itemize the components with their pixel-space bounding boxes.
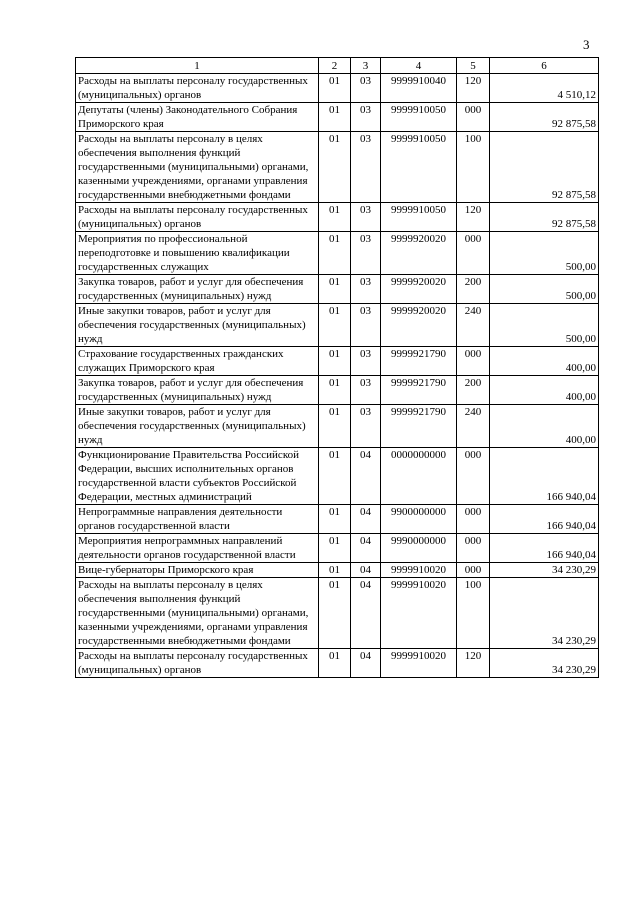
- amount-cell: 500,00: [490, 232, 599, 275]
- target-article-cell: 9999921790: [381, 347, 457, 376]
- subsection-code-cell: 04: [351, 448, 381, 505]
- subsection-code-cell: 03: [351, 376, 381, 405]
- amount-cell: 400,00: [490, 376, 599, 405]
- section-code-cell: 01: [319, 563, 351, 578]
- amount-cell: 92 875,58: [490, 132, 599, 203]
- expense-type-cell: 100: [457, 578, 490, 649]
- subsection-code-cell: 04: [351, 578, 381, 649]
- expense-type-cell: 000: [457, 448, 490, 505]
- subsection-code-cell: 03: [351, 304, 381, 347]
- item-name-cell: Функционирование Правительства Российской Федерации, высших исполнительных органов государственной власти субъектов Российской Федерации, местных администраций: [76, 448, 319, 505]
- target-article-cell: 9999920020: [381, 232, 457, 275]
- expense-type-cell: 000: [457, 563, 490, 578]
- target-article-cell: 9990000000: [381, 534, 457, 563]
- section-code-cell: 01: [319, 448, 351, 505]
- header-cell: 2: [319, 58, 351, 74]
- subsection-code-cell: 03: [351, 347, 381, 376]
- section-code-cell: 01: [319, 232, 351, 275]
- expense-type-cell: 000: [457, 534, 490, 563]
- item-name-cell: Иные закупки товаров, работ и услуг для обеспечения государственных (муниципальных) нужд: [76, 405, 319, 448]
- amount-cell: 92 875,58: [490, 103, 599, 132]
- table-row: [76, 275, 599, 304]
- subsection-code-cell: 04: [351, 563, 381, 578]
- header-cell: 4: [381, 58, 457, 74]
- target-article-cell: 9999910020: [381, 578, 457, 649]
- table-row: [76, 74, 599, 103]
- target-article-cell: 9999910050: [381, 103, 457, 132]
- amount-cell: 166 940,04: [490, 505, 599, 534]
- table-row: [76, 203, 599, 232]
- expense-type-cell: 000: [457, 232, 490, 275]
- item-name-cell: Расходы на выплаты персоналу государственных (муниципальных) органов: [76, 649, 319, 678]
- target-article-cell: 9999920020: [381, 304, 457, 347]
- header-cell: 6: [490, 58, 599, 74]
- header-cell: 3: [351, 58, 381, 74]
- table-row: [76, 534, 599, 563]
- subsection-code-cell: 03: [351, 74, 381, 103]
- section-code-cell: 01: [319, 405, 351, 448]
- target-article-cell: 9999910050: [381, 132, 457, 203]
- table-row: [76, 347, 599, 376]
- item-name-cell: Расходы на выплаты персоналу в целях обеспечения выполнения функций государственными (муниципальными) органами, казенными учреждениями, органами управления государственными внебюджетными фондами: [76, 132, 319, 203]
- target-article-cell: 0000000000: [381, 448, 457, 505]
- target-article-cell: 9999910020: [381, 649, 457, 678]
- amount-cell: 400,00: [490, 347, 599, 376]
- item-name-cell: Непрограммные направления деятельности органов государственной власти: [76, 505, 319, 534]
- table-row: [76, 649, 599, 678]
- subsection-code-cell: 03: [351, 132, 381, 203]
- table-row: [76, 304, 599, 347]
- expense-type-cell: 120: [457, 649, 490, 678]
- section-code-cell: 01: [319, 304, 351, 347]
- target-article-cell: 9999921790: [381, 376, 457, 405]
- amount-cell: 34 230,29: [490, 649, 599, 678]
- amount-cell: 34 230,29: [490, 578, 599, 649]
- item-name-cell: Страхование государственных гражданских служащих Приморского края: [76, 347, 319, 376]
- amount-cell: 400,00: [490, 405, 599, 448]
- table-header-row: [76, 58, 599, 74]
- amount-cell: 166 940,04: [490, 448, 599, 505]
- subsection-code-cell: 04: [351, 534, 381, 563]
- expense-type-cell: 000: [457, 505, 490, 534]
- expense-type-cell: 000: [457, 347, 490, 376]
- table-row: [76, 448, 599, 505]
- section-code-cell: 01: [319, 347, 351, 376]
- amount-cell: 92 875,58: [490, 203, 599, 232]
- section-code-cell: 01: [319, 275, 351, 304]
- item-name-cell: Мероприятия по профессиональной переподготовке и повышению квалификации государственных служащих: [76, 232, 319, 275]
- amount-cell: 500,00: [490, 275, 599, 304]
- expense-type-cell: 120: [457, 74, 490, 103]
- table-row: [76, 505, 599, 534]
- table-row: [76, 563, 599, 578]
- amount-cell: 166 940,04: [490, 534, 599, 563]
- expense-type-cell: 100: [457, 132, 490, 203]
- budget-table: [75, 57, 599, 678]
- item-name-cell: Мероприятия непрограммных направлений деятельности органов государственной власти: [76, 534, 319, 563]
- subsection-code-cell: 03: [351, 275, 381, 304]
- subsection-code-cell: 03: [351, 405, 381, 448]
- expense-type-cell: 240: [457, 405, 490, 448]
- section-code-cell: 01: [319, 103, 351, 132]
- item-name-cell: Вице-губернаторы Приморского края: [76, 563, 319, 578]
- subsection-code-cell: 03: [351, 103, 381, 132]
- target-article-cell: 9900000000: [381, 505, 457, 534]
- section-code-cell: 01: [319, 376, 351, 405]
- item-name-cell: Закупка товаров, работ и услуг для обеспечения государственных (муниципальных) нужд: [76, 275, 319, 304]
- amount-cell: 500,00: [490, 304, 599, 347]
- amount-cell: 4 510,12: [490, 74, 599, 103]
- target-article-cell: 9999921790: [381, 405, 457, 448]
- amount-cell: 34 230,29: [490, 563, 599, 578]
- target-article-cell: 9999910040: [381, 74, 457, 103]
- section-code-cell: 01: [319, 74, 351, 103]
- subsection-code-cell: 04: [351, 649, 381, 678]
- expense-type-cell: 200: [457, 275, 490, 304]
- target-article-cell: 9999920020: [381, 275, 457, 304]
- expense-type-cell: 120: [457, 203, 490, 232]
- table-row: [76, 103, 599, 132]
- target-article-cell: 9999910020: [381, 563, 457, 578]
- header-cell: 1: [76, 58, 319, 74]
- table-row: [76, 578, 599, 649]
- subsection-code-cell: 03: [351, 203, 381, 232]
- header-cell: 5: [457, 58, 490, 74]
- table-row: [76, 376, 599, 405]
- section-code-cell: 01: [319, 578, 351, 649]
- item-name-cell: Расходы на выплаты персоналу государственных (муниципальных) органов: [76, 74, 319, 103]
- item-name-cell: Иные закупки товаров, работ и услуг для обеспечения государственных (муниципальных) нужд: [76, 304, 319, 347]
- item-name-cell: Расходы на выплаты персоналу государственных (муниципальных) органов: [76, 203, 319, 232]
- subsection-code-cell: 03: [351, 232, 381, 275]
- table-row: [76, 132, 599, 203]
- section-code-cell: 01: [319, 534, 351, 563]
- subsection-code-cell: 04: [351, 505, 381, 534]
- section-code-cell: 01: [319, 132, 351, 203]
- item-name-cell: Депутаты (члены) Законодательного Собрания Приморского края: [76, 103, 319, 132]
- target-article-cell: 9999910050: [381, 203, 457, 232]
- section-code-cell: 01: [319, 649, 351, 678]
- section-code-cell: 01: [319, 203, 351, 232]
- section-code-cell: 01: [319, 505, 351, 534]
- expense-type-cell: 200: [457, 376, 490, 405]
- page-number: 3: [583, 37, 590, 52]
- expense-type-cell: 240: [457, 304, 490, 347]
- expense-type-cell: 000: [457, 103, 490, 132]
- table-row: [76, 405, 599, 448]
- table-row: [76, 232, 599, 275]
- item-name-cell: Расходы на выплаты персоналу в целях обеспечения выполнения функций государственными (муниципальными) органами, казенными учреждениями, органами управления государственными внебюджетными фондами: [76, 578, 319, 649]
- item-name-cell: Закупка товаров, работ и услуг для обеспечения государственных (муниципальных) нужд: [76, 376, 319, 405]
